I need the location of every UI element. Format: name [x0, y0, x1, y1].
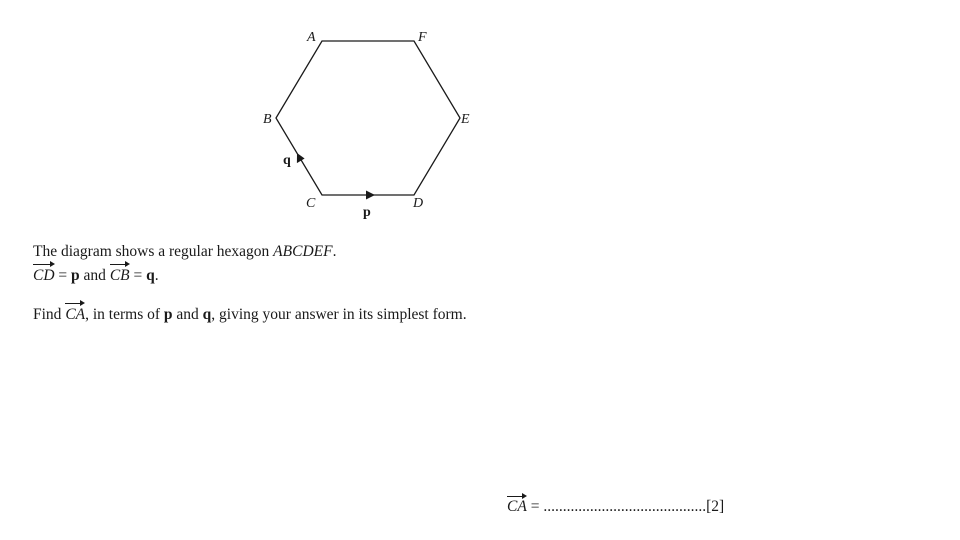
- vector-cb-label: CB: [109, 267, 130, 284]
- vector-arrow-icon: [507, 493, 527, 499]
- intro-suffix: .: [332, 243, 337, 260]
- vector-arrow-icon: [33, 261, 55, 267]
- question-prompt: [33, 305, 467, 325]
- def-p: p: [71, 267, 80, 284]
- answer-input-dots[interactable]: ..........................................: [543, 498, 707, 515]
- def-end: .: [154, 267, 159, 284]
- vector-ca: [65, 305, 85, 325]
- vector-cd: [33, 266, 55, 286]
- intro-hexagon-name: ABCDEF: [273, 243, 333, 260]
- answer-vector-ca: [507, 498, 527, 516]
- vector-ca-label: CA: [65, 306, 86, 323]
- vector-cd-label: CD: [33, 267, 55, 284]
- find-q: q: [202, 306, 212, 323]
- answer-equals: =: [526, 498, 544, 515]
- vector-arrow-icon: [65, 300, 85, 306]
- intro-prefix: The diagram shows a regular hexagon: [33, 243, 274, 260]
- answer-vector-label: CA: [507, 498, 527, 515]
- vertex-label-d: D: [413, 196, 424, 211]
- find-mid: , in terms of: [85, 306, 164, 323]
- vector-arrow-icon: [110, 261, 130, 267]
- question-intro: [33, 242, 336, 262]
- vector-label-q: q: [283, 153, 291, 168]
- marks-label: [2]: [706, 498, 725, 515]
- hexagon-outline: [276, 41, 460, 195]
- def-equals-1: =: [54, 267, 72, 284]
- find-suffix: , giving your answer in its simplest form.: [211, 306, 467, 323]
- vertex-label-a: A: [307, 30, 316, 45]
- find-prefix: Find: [33, 306, 66, 323]
- vertex-label-f: F: [418, 30, 427, 45]
- def-q: q: [146, 267, 155, 284]
- def-equals-2: =: [129, 267, 147, 284]
- vector-p-arrowhead: [366, 191, 375, 200]
- find-p: p: [163, 306, 173, 323]
- vector-label-p: p: [363, 205, 371, 220]
- def-and: and: [79, 267, 110, 284]
- find-and: and: [172, 306, 203, 323]
- vertex-label-e: E: [461, 112, 470, 127]
- hexagon-diagram: [0, 0, 960, 230]
- vector-definitions: [33, 266, 159, 286]
- answer-line: [507, 498, 724, 516]
- vector-q-arrowhead: [297, 153, 305, 163]
- vertex-label-b: B: [263, 112, 272, 127]
- vertex-label-c: C: [306, 196, 316, 211]
- vector-cb: [110, 266, 130, 286]
